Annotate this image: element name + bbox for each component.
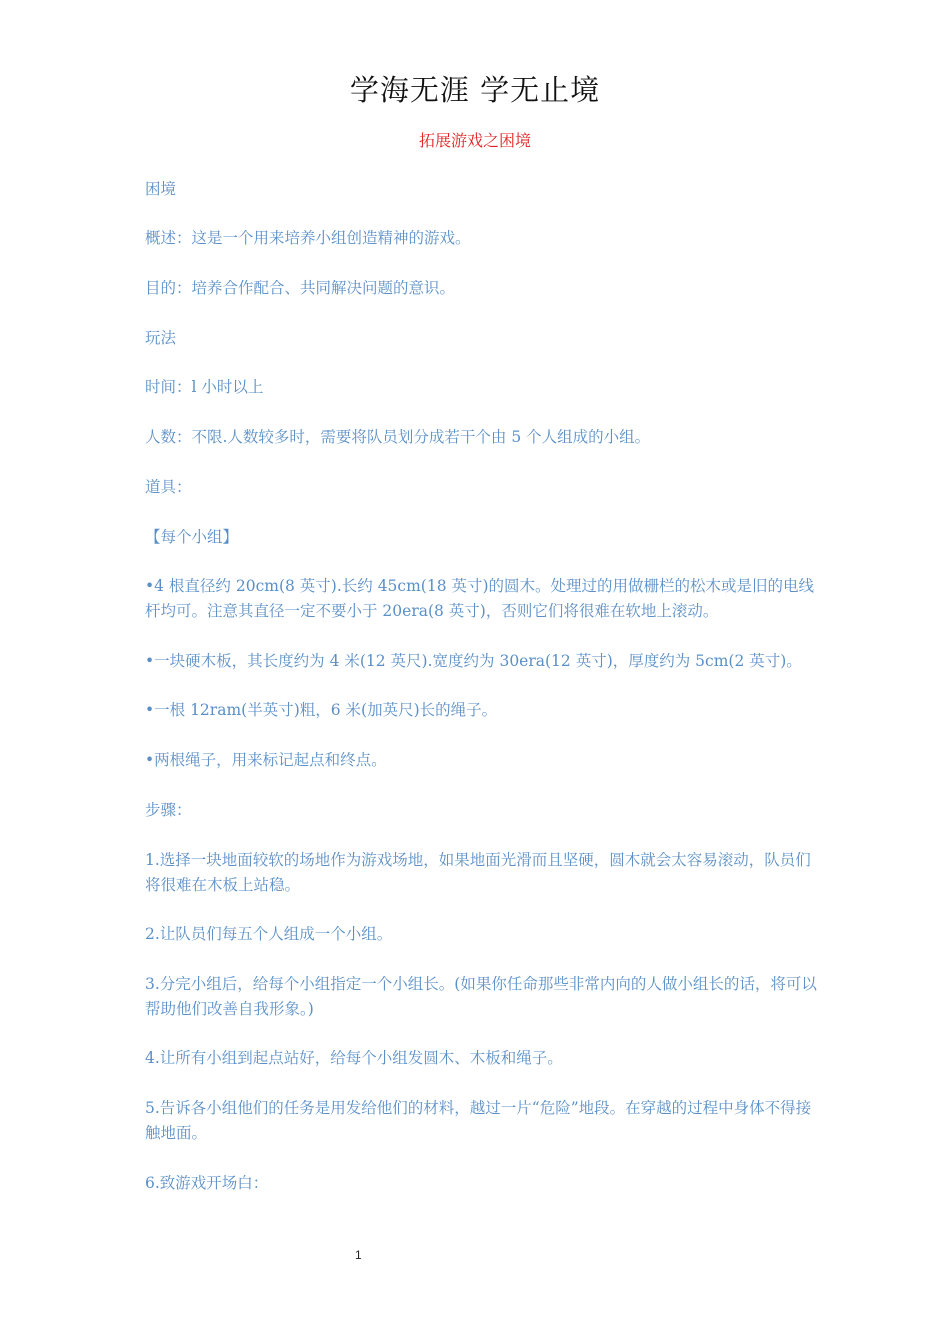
document-subtitle: 拓展游戏之困境 [418, 131, 531, 150]
time-paragraph: 时间：l 小时以上 [145, 378, 264, 396]
step-6: 6.致游戏开场白： [145, 1174, 269, 1192]
page-header-title: 学海无涯 学无止境 [349, 73, 601, 107]
step-3: 3.分完小组后，给每个小组指定一个小组长。(如果你任命那些非常内向的人做小组长的话，将可以帮助他们改善自我形象。) [145, 975, 817, 1018]
section-heading-dilemma: 困境 [145, 180, 177, 198]
list-item-rope: •一根 12ram(半英寸)粗，6 米(加英尺)长的绳子。 [145, 701, 498, 719]
step-1: 1.选择一块地面较软的场地作为游戏场地，如果地面光滑而且坚硬，圆木就会太容易滚动，队员们将很难在木板上站稳。 [145, 851, 811, 894]
overview-paragraph: 概述：这是一个用来培养小组创造精神的游戏。 [145, 229, 471, 247]
purpose-paragraph: 目的：培养合作配合、共同解决问题的意识。 [145, 279, 456, 297]
section-heading-gameplay: 玩法 [145, 329, 177, 347]
step-2: 2.让队员们每五个人组成一个小组。 [145, 925, 393, 943]
list-item-board: •一块硬木板，其长度约为 4 米(12 英尺).宽度约为 30era(12 英寸)，厚度约为 5cm(2 英寸)。 [145, 652, 802, 670]
list-item-marker-ropes: •两根绳子，用来标记起点和终点。 [145, 751, 387, 769]
props-heading: 道具： [145, 478, 192, 496]
participants-paragraph: 人数：不限.人数较多时，需要将队员划分成若干个由 5 个人组成的小组。 [145, 428, 651, 446]
per-group-heading: 【每个小组】 [145, 528, 239, 546]
steps-heading: 步骤： [145, 801, 192, 819]
list-item-logs: •4 根直径约 20cm(8 英寸).长约 45cm(18 英寸)的圆木。处理过的用做栅栏的松木或是旧的电线杆均可。注意其直径一定不要小于 20era(8 英寸)，否则它们将很难在软地上滚动。 [145, 577, 815, 620]
step-5: 5.告诉各小组他们的任务是用发给他们的材料，越过一片“危险”地段。在穿越的过程中身体不得接触地面。 [145, 1099, 812, 1142]
page-number: 1 [355, 1248, 362, 1262]
step-4: 4.让所有小组到起点站好，给每个小组发圆木、木板和绳子。 [145, 1049, 563, 1067]
